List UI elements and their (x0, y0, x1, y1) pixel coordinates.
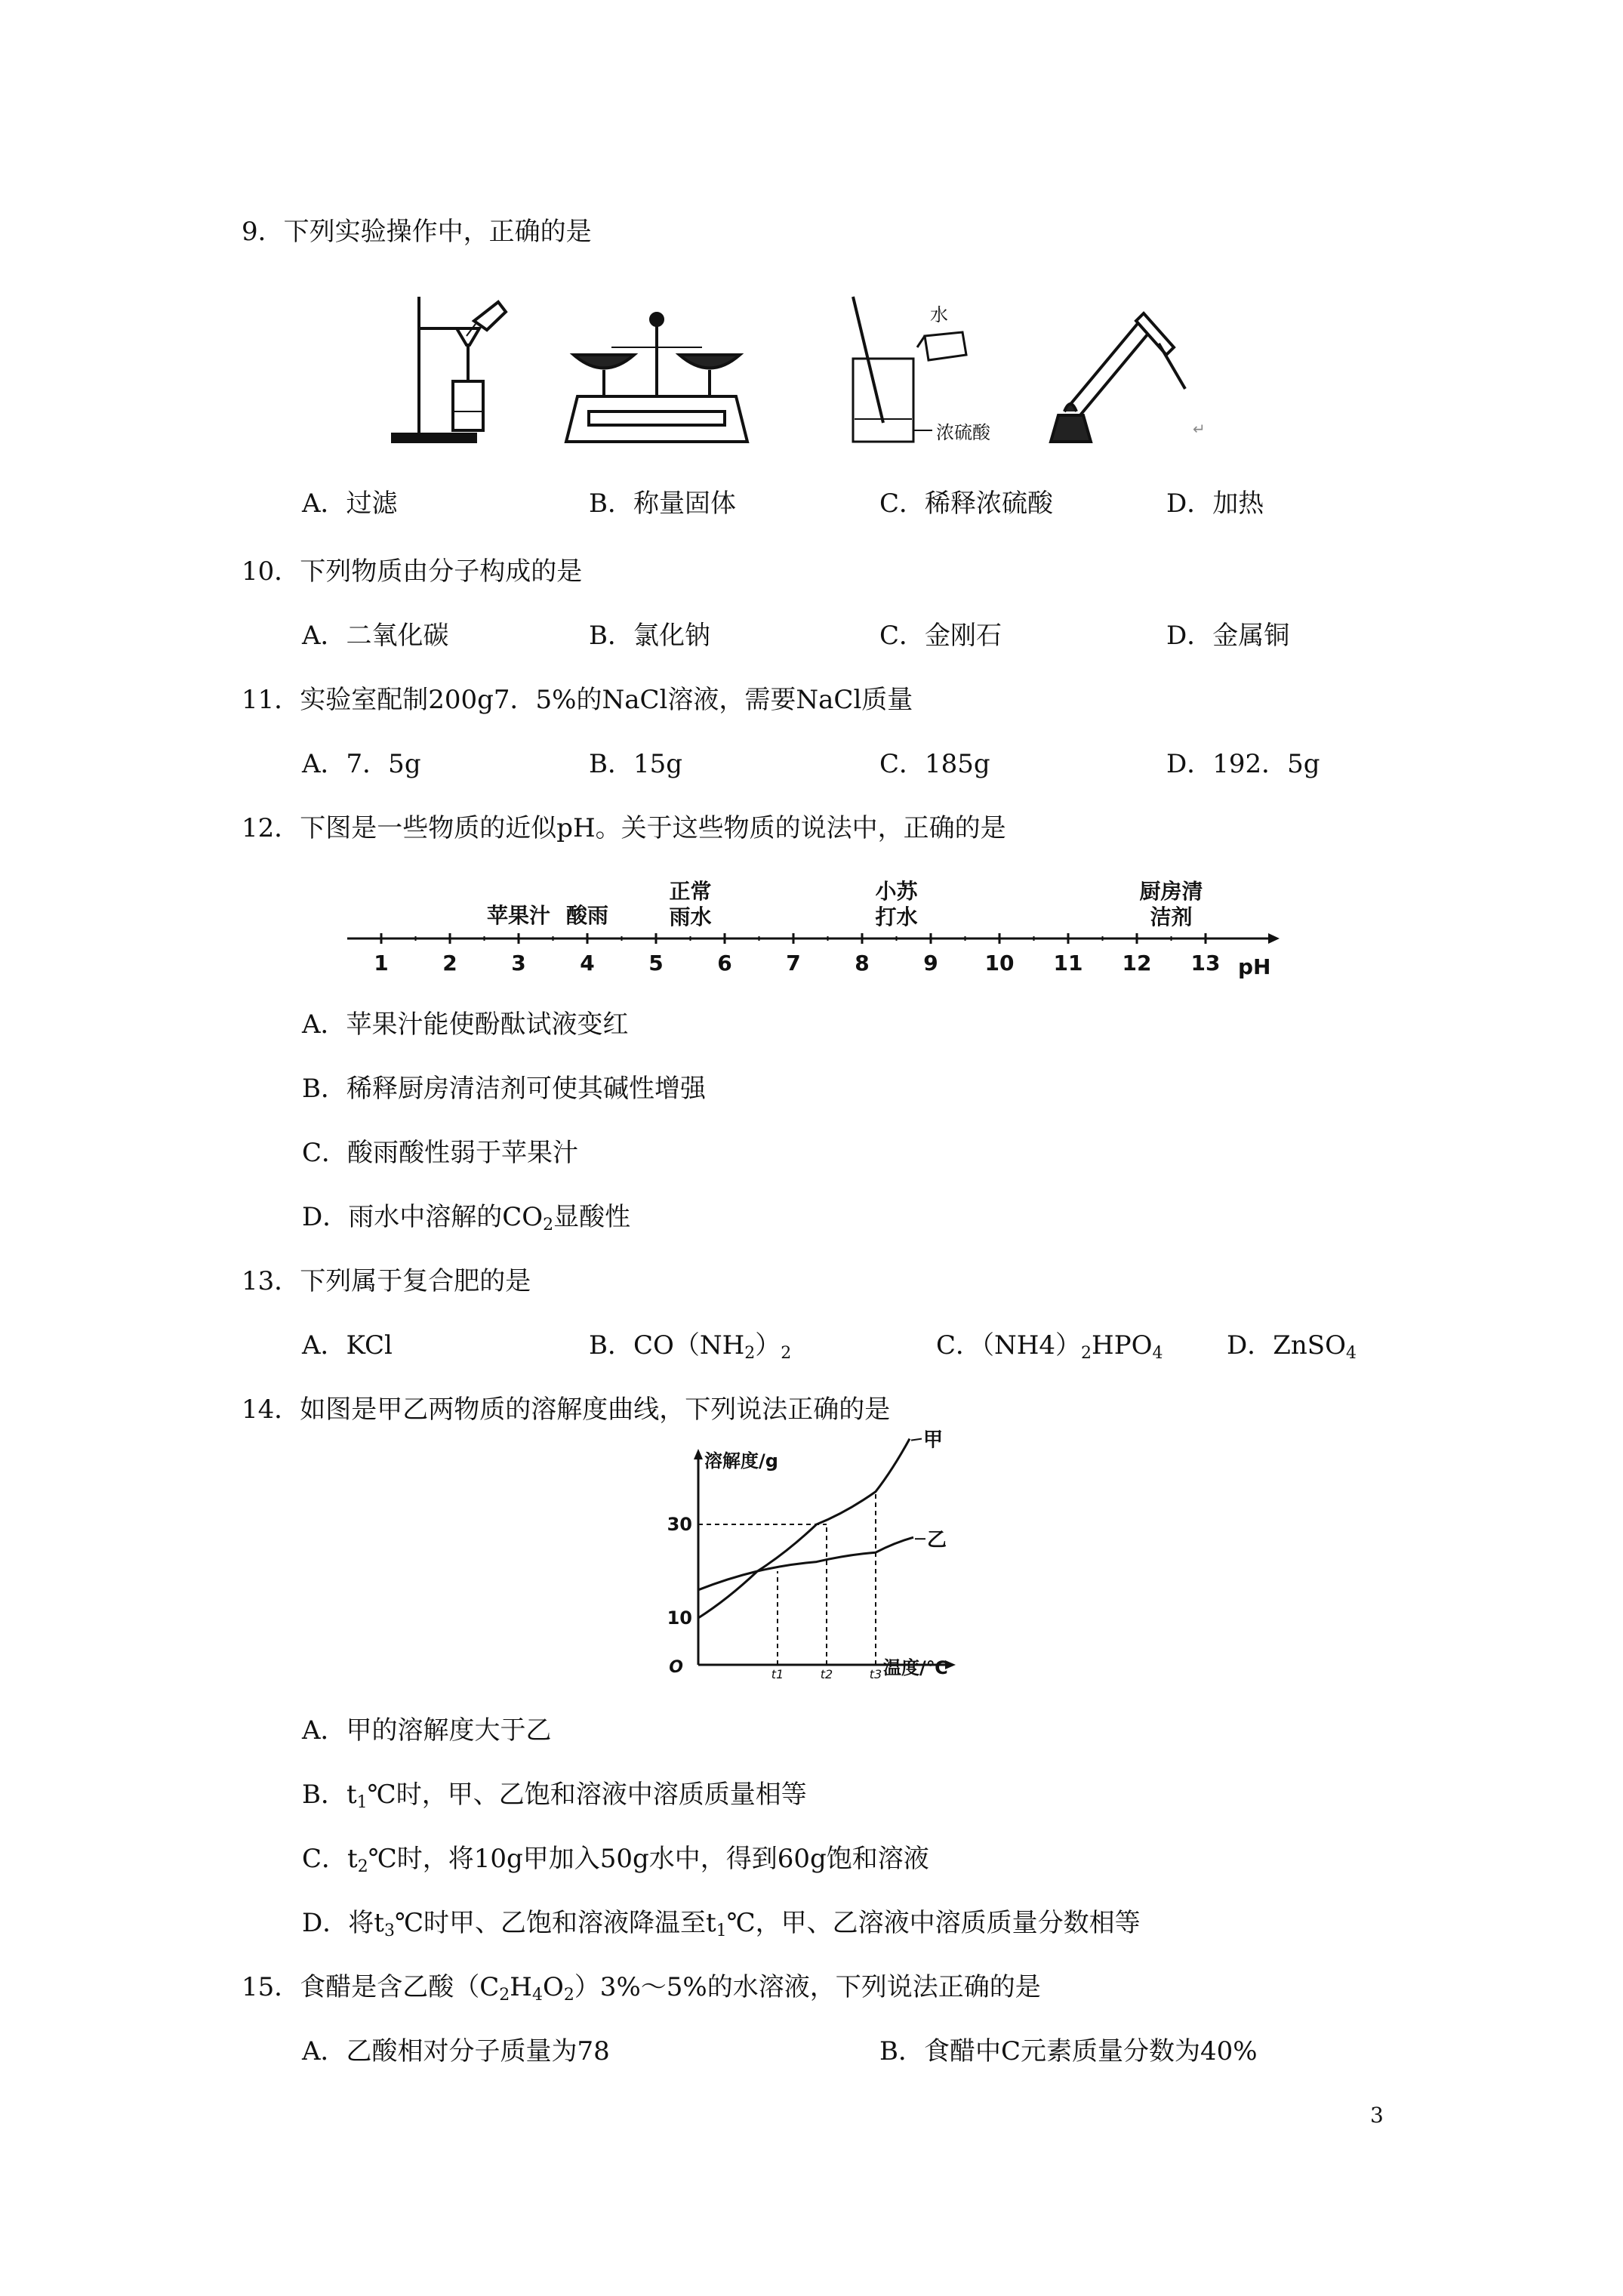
x-tick-label: t1 (771, 1667, 784, 1681)
ph-substance-label: 酸雨 (565, 903, 609, 928)
question-10-stem: 10．下列物质由分子构成的是 (242, 556, 583, 587)
q9-option-b: B．称量固体 (589, 488, 736, 519)
series-label: 甲 (923, 1428, 944, 1452)
ph-substance-label: 苹果汁 (486, 903, 551, 928)
q14-option-d: D．将$t_3℃$时甲、乙饱和溶液降温至$t_1℃$，甲、乙溶液中溶质质量分数相等 (302, 1908, 1141, 1940)
ph-tick-label: 13 (1190, 951, 1221, 975)
ph-scale-figure (343, 876, 1287, 989)
ph-tick-label: 7 (786, 951, 801, 975)
ph-tick-label: 11 (1053, 951, 1083, 975)
q10-option-d: D．金属铜 (1166, 621, 1290, 651)
q9-apparatus-figure (385, 291, 1230, 449)
ph-substance-label: 厨房清 (1139, 879, 1203, 904)
question-9-stem: 9．下列实验操作中，正确的是 (242, 217, 592, 247)
q13-option-d: D．ZnSO$_4$ (1227, 1330, 1357, 1363)
x-tick-label: t2 (820, 1667, 833, 1681)
acid-label: 浓硫酸 (936, 422, 990, 443)
q14-option-a: A．甲的溶解度大于乙 (302, 1715, 552, 1746)
ph-tick-label: 4 (580, 951, 595, 975)
ph-tick-label: 3 (511, 951, 526, 975)
q9-option-c: C．稀释浓硫酸 (879, 488, 1054, 519)
question-14-stem: 14．如图是甲乙两物质的溶解度曲线，下列说法正确的是 (242, 1395, 891, 1425)
q11-option-d: D．192．5g (1166, 749, 1320, 779)
q10-option-a: A．二氧化碳 (302, 621, 449, 651)
q9-option-d: D．加热 (1166, 488, 1264, 519)
ph-substance-label: 小苏 (875, 879, 918, 904)
ph-substance-label: 打水 (875, 905, 918, 929)
q10-option-c: C．金刚石 (879, 621, 1002, 651)
y-tick-label: 30 (667, 1514, 692, 1535)
q15-option-a: A．乙酸相对分子质量为78 (302, 2036, 610, 2066)
question-11-stem: 11．实验室配制200g7．5%的NaCl溶液，需要NaCl质量 (242, 685, 913, 715)
q13-option-a: A．KCl (302, 1330, 393, 1361)
q14-option-c: C．$t_2℃$时，将10g甲加入50g水中，得到60g饱和溶液 (302, 1844, 929, 1876)
ph-tick-label: 12 (1122, 951, 1152, 975)
svg-text:↵: ↵ (1193, 420, 1206, 438)
x-tick-label: t3 (869, 1667, 882, 1681)
water-label: 水 (930, 304, 948, 325)
filtration-apparatus-icon (393, 297, 506, 442)
ph-tick-label: 9 (923, 951, 938, 975)
solubility-chart (657, 1428, 989, 1687)
ph-tick-label: 2 (442, 951, 457, 975)
q14-option-b: B．$t_1℃$时，甲、乙饱和溶液中溶质质量相等 (302, 1780, 807, 1812)
question-15-stem: 15．食醋是含乙酸$(C_2H_4O_2)3\%\sim 5\%$的水溶液，下列说法正确的是 (242, 1972, 1041, 2005)
y-axis-arrow-icon (694, 1449, 703, 1459)
y-axis-label: 溶解度/g (704, 1450, 778, 1472)
ph-unit-label: pH (1238, 954, 1271, 979)
page-number: 3 (1370, 2103, 1384, 2128)
ph-axis-arrow-icon (1268, 933, 1280, 944)
q12-option-d: D．雨水中溶解的$CO_2$显酸性 (302, 1202, 631, 1234)
y-tick-label: 10 (667, 1607, 692, 1629)
q13-option-c: C．$(NH4)_2HPO_4$ (936, 1330, 1163, 1363)
q12-option-c: C．酸雨酸性弱于苹果汁 (302, 1138, 579, 1168)
ph-tick-label: 5 (648, 951, 664, 975)
ph-tick-label: 8 (855, 951, 870, 975)
ph-substance-label: 雨水 (669, 905, 712, 929)
q15-option-b: B．食醋中C元素质量分数为40% (879, 2036, 1258, 2066)
q9-option-a: A．过滤 (302, 488, 398, 519)
q10-option-b: B．氯化钠 (589, 621, 710, 651)
q11-option-c: C．185g (879, 749, 990, 779)
series-leader (911, 1439, 922, 1441)
x-axis-label: 温度/℃ (883, 1657, 948, 1678)
heating-apparatus-icon (1051, 313, 1185, 442)
series-label: 乙 (927, 1529, 947, 1552)
ph-tick-label: 6 (717, 951, 732, 975)
q12-option-b: B．稀释厨房清洁剂可使其碱性增强 (302, 1074, 706, 1104)
q12-option-a: A．苹果汁能使酚酞试液变红 (302, 1009, 629, 1040)
question-13-stem: 13．下列属于复合肥的是 (242, 1266, 531, 1296)
ph-substance-label: 正常 (669, 879, 712, 904)
ph-substance-label: 洁剂 (1150, 905, 1193, 929)
balance-scale-icon (566, 313, 747, 442)
ph-tick-label: 1 (374, 951, 389, 975)
q11-option-b: B．15g (589, 749, 683, 779)
ph-tick-label: 10 (984, 951, 1015, 975)
series-line-yi (698, 1537, 913, 1590)
q11-option-a: A．7．5g (302, 749, 421, 779)
origin-label: O (669, 1658, 683, 1677)
question-12-stem: 12．下图是一些物质的近似pH。关于这些物质的说法中，正确的是 (242, 813, 1006, 843)
dilution-apparatus-icon (853, 297, 966, 442)
q13-option-b: B．$CO(NH_2)_2$ (589, 1330, 792, 1363)
